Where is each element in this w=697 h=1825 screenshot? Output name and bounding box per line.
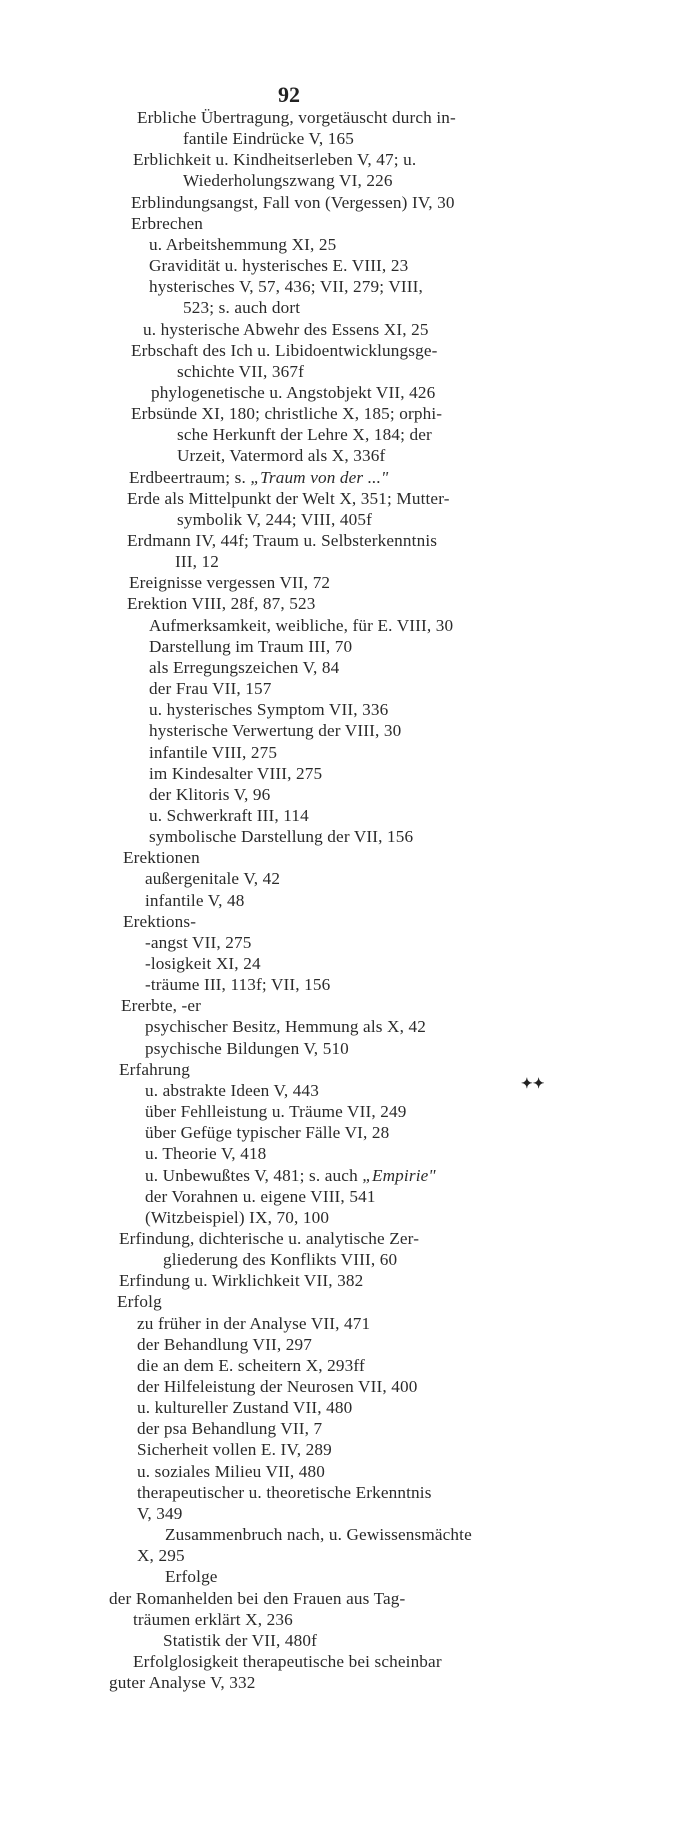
index-line: außergenitale V, 42 [145,869,281,889]
index-line: zu früher in der Analyse VII, 471 [137,1313,371,1333]
index-line: Erblichkeit u. Kindheitserleben V, 47; u. [133,150,417,170]
index-line: -angst VII, 275 [145,932,252,952]
index-line: fantile Eindrücke V, 165 [183,129,354,149]
index-line: u. abstrakte Ideen V, 443 [145,1080,319,1100]
index-line: der Romanhelden bei den Frauen aus Tag- [109,1588,406,1608]
index-line: u. Unbewußtes V, 481; s. auch „Empirie" [145,1165,436,1185]
index-line: therapeutischer u. theoretische Erkenntnis [137,1482,432,1502]
index-line: Erbliche Übertragung, vorgetäuscht durch in- [137,108,456,127]
index-line: Erektions- [123,911,197,931]
index-line: u. soziales Milieu VII, 480 [137,1461,325,1481]
index-line: über Gefüge typischer Fälle VI, 28 [145,1123,390,1143]
index-line: der Hilfeleistung der Neurosen VII, 400 [137,1377,418,1396]
index-line: u. Theorie V, 418 [145,1144,267,1164]
index-line: Darstellung im Traum III, 70 [149,636,353,656]
index-line: hysterisches V, 57, 436; VII, 279; VIII, [149,277,423,297]
index-line: Wiederholungszwang VI, 226 [183,171,393,191]
index-line: Erfolg [117,1292,162,1312]
index-line: psychische Bildungen V, 510 [145,1038,349,1058]
index-line: Statistik der VII, 480f [163,1630,317,1650]
index-line: 523; s. auch dort [183,298,301,318]
index-line: symbolik V, 244; VIII, 405f [177,509,373,529]
index-line: infantile V, 48 [145,890,245,910]
index-line: Erfahrung [119,1059,191,1079]
margin-mark: ✦✦ [521,1077,545,1092]
index-line: gliederung des Konflikts VIII, 60 [163,1250,398,1270]
index-line: der Vorahnen u. eigene VIII, 541 [145,1186,376,1206]
index-line: Erdbeertraum; s. „Traum von der ..." [129,467,389,487]
index-line: der Frau VII, 157 [149,679,272,699]
index-line: der Behandlung VII, 297 [137,1334,312,1354]
index-line: Zusammenbruch nach, u. Gewissensmächte [165,1525,472,1545]
index-line: u. Schwerkraft III, 114 [149,805,309,825]
index-line: Erbschaft des Ich u. Libidoentwicklungsge- [131,340,438,360]
index-line: als Erregungszeichen V, 84 [149,657,340,677]
index-line: -losigkeit XI, 24 [145,954,261,973]
index-line: Erfolglosigkeit therapeutische bei scheinbar [133,1651,442,1671]
index-line: guter Analyse V, 332 [109,1673,256,1693]
index-line: psychischer Besitz, Hemmung als X, 42 [145,1017,426,1037]
index-line: (Witzbeispiel) IX, 70, 100 [145,1207,330,1227]
index-line: träumen erklärt X, 236 [133,1609,293,1629]
index-line: Erbsünde XI, 180; christliche X, 185; orphi- [131,404,443,424]
index-line: Erektion VIII, 28f, 87, 523 [127,594,316,614]
index-line: hysterische Verwertung der VIII, 30 [149,721,402,741]
index-line: Erblindungsangst, Fall von (Vergessen) IV, 30 [131,192,455,212]
index-line: u. hysterische Abwehr des Essens XI, 25 [143,319,429,339]
index-line: Erektionen [123,848,200,868]
index-line: Gravidität u. hysterisches E. VIII, 23 [149,256,409,276]
index-line: Erbrechen [131,213,203,233]
index-line: der Klitoris V, 96 [149,784,271,804]
index-line: X, 295 [137,1546,185,1566]
index-line: Erfindung u. Wirklichkeit VII, 382 [119,1271,364,1291]
index-line: phylogenetische u. Angstobjekt VII, 426 [151,382,436,402]
index-line: schichte VII, 367f [177,361,304,381]
index-line: Ererbte, -er [121,996,202,1016]
index-line: infantile VIII, 275 [149,742,278,762]
index-line: Urzeit, Vatermord als X, 336f [177,446,386,466]
index-line: sche Herkunft der Lehre X, 184; der [177,425,432,445]
index-line: symbolische Darstellung der VII, 156 [149,827,414,847]
index-line: V, 349 [137,1503,183,1523]
index-line: der psa Behandlung VII, 7 [137,1419,323,1439]
index-line: u. hysterisches Symptom VII, 336 [149,700,389,720]
index-line: Erde als Mittelpunkt der Welt X, 351; Mutter- [127,488,450,508]
index-line: Sicherheit vollen E. IV, 289 [137,1440,332,1460]
index-line: über Fehlleistung u. Träume VII, 249 [145,1102,407,1122]
index-line: -träume III, 113f; VII, 156 [145,975,331,995]
index-line: u. Arbeitshemmung XI, 25 [149,234,337,254]
index-line: die an dem E. scheitern X, 293ff [137,1355,365,1375]
index-line: u. kultureller Zustand VII, 480 [137,1398,353,1418]
index-line: Ereignisse vergessen VII, 72 [129,573,331,593]
index-line: im Kindesalter VIII, 275 [149,763,323,783]
index-line: III, 12 [175,552,220,572]
index-line: Erfindung, dichterische u. analytische Zer- [119,1228,420,1248]
index-line: Aufmerksamkeit, weibliche, für E. VIII, 30 [149,615,454,635]
page-number: 92 [278,82,300,107]
index-line: Erdmann IV, 44f; Traum u. Selbsterkenntnis [127,531,438,550]
index-line: Erfolge [165,1567,218,1587]
